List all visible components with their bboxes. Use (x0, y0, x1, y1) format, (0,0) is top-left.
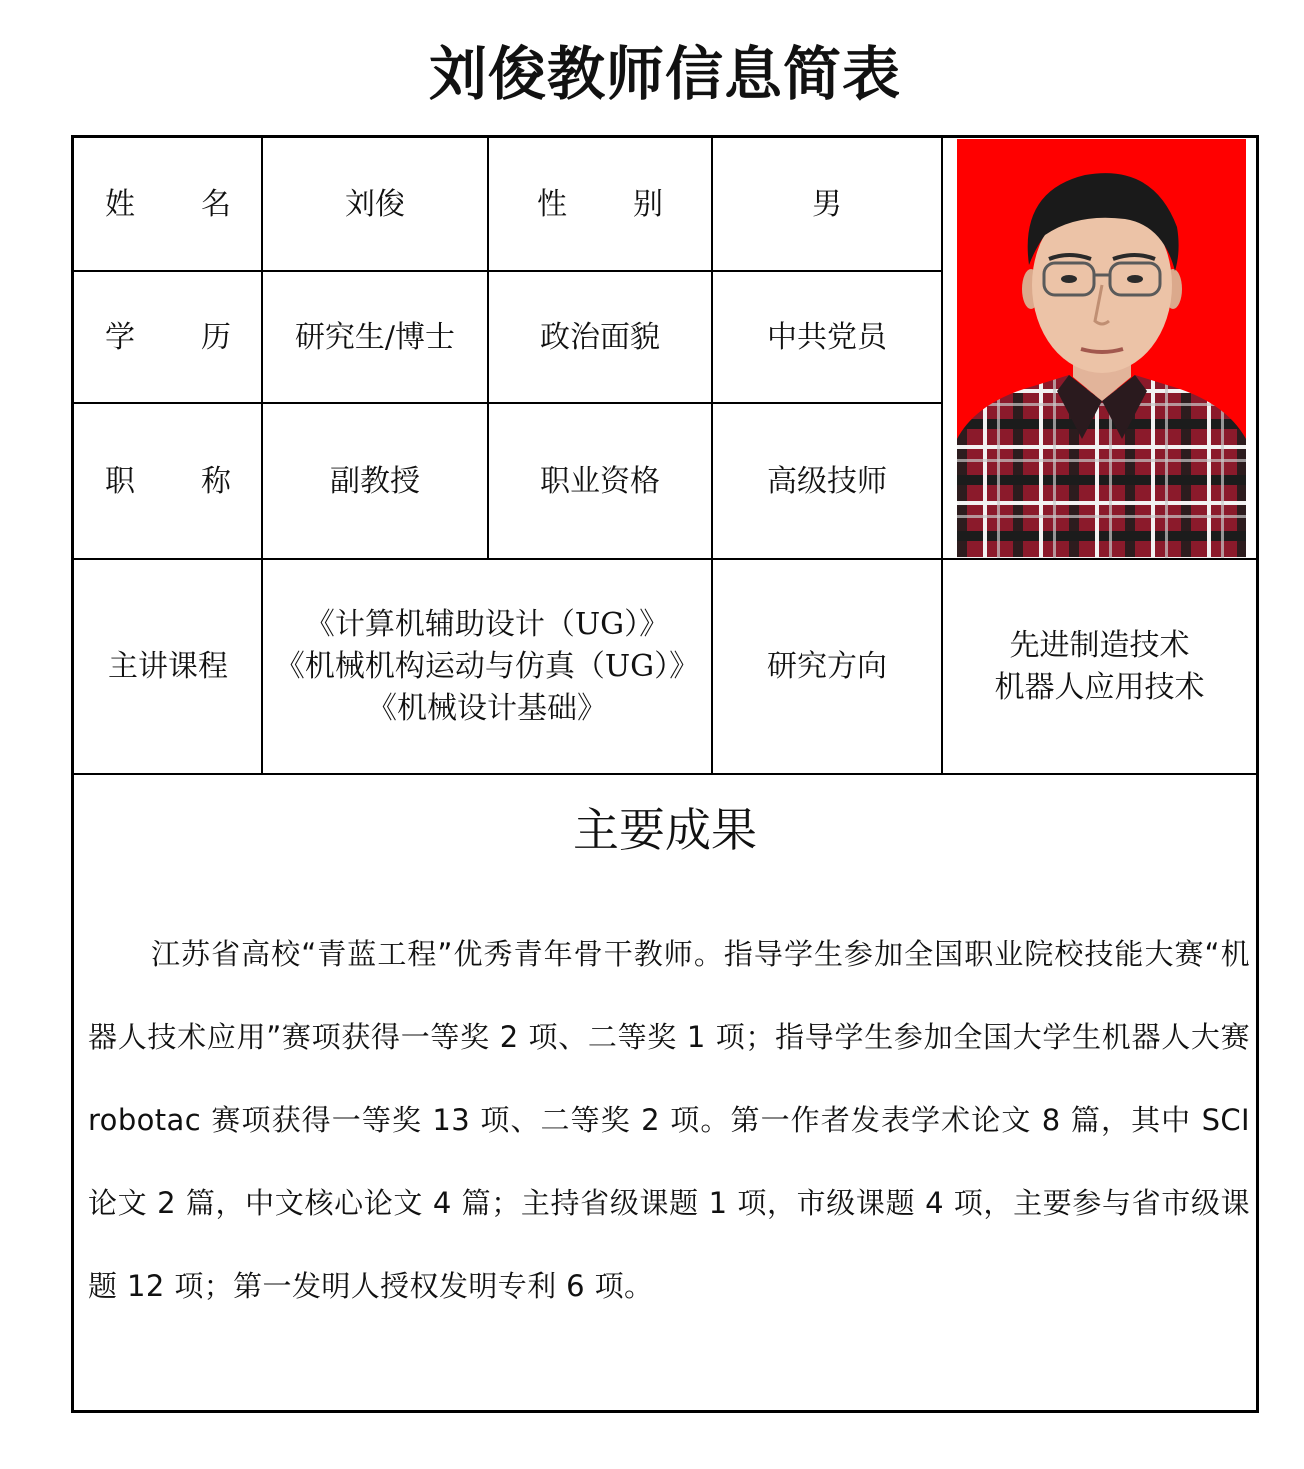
gender-label-b: 别 (633, 186, 663, 222)
courses-value (263, 560, 711, 774)
political-value: 中共党员 (767, 319, 887, 355)
research-item: 先进制造技术 (1009, 628, 1190, 663)
gender-label-cell (489, 138, 711, 271)
name-value: 刘俊 (345, 186, 405, 222)
education-label (105, 317, 231, 359)
qualification-label: 职业资格 (540, 463, 660, 499)
course-item: 《计算机辅助设计（UG）》 (304, 607, 670, 642)
gender-value: 男 (812, 186, 842, 222)
research-label: 研究方向 (767, 649, 887, 684)
education-label-cell (74, 272, 262, 403)
info-table (71, 135, 1259, 1413)
gender-label-a: 性 (537, 186, 567, 222)
name-label-cell (74, 138, 262, 271)
rank-value: 副教授 (330, 463, 420, 499)
gender-label (537, 184, 663, 226)
rank-label-cell (74, 404, 262, 559)
education-label-b: 历 (201, 319, 231, 355)
rank-label-b: 称 (201, 463, 231, 499)
rank-label-a: 职 (105, 463, 135, 499)
research-value (943, 560, 1256, 774)
rank-label (105, 461, 231, 503)
education-label-a: 学 (105, 319, 135, 355)
qualification-value: 高级技师 (767, 463, 887, 499)
courses-label: 主讲课程 (108, 649, 228, 684)
name-label-a: 姓 (105, 186, 135, 222)
course-item: 《机械设计基础》 (367, 691, 607, 726)
achievements-heading: 主要成果 (573, 803, 757, 857)
portrait-image (957, 139, 1246, 558)
course-item: 《机械机构运动与仿真（UG）》 (274, 649, 700, 684)
political-label: 政治面貌 (540, 319, 660, 355)
name-label (105, 184, 231, 226)
research-item: 机器人应用技术 (994, 670, 1205, 705)
achievements-text: 江苏省高校“青蓝工程”优秀青年骨干教师。指导学生参加全国职业院校技能大赛“机器人技术应用”赛项获得一等奖 2 项、二等奖 1 项；指导学生参加全国大学生机器人大赛 robotac 赛项获得一等奖 13 项、二等奖 2 项。第一作者发表学术论文 8 篇，其中 SCI 论文 2 篇，中文核心论文 4 篇；主持省级课题 1 项，市级课题 4 项，主要参与省市级课题 12 项；第一发明人授权发明专利 6 项。 (88, 937, 1250, 1303)
education-value: 研究生/博士 (294, 319, 456, 355)
name-label-b: 名 (201, 186, 231, 222)
teacher-photo (957, 139, 1246, 558)
page-title: 刘俊教师信息简表 (428, 40, 901, 108)
